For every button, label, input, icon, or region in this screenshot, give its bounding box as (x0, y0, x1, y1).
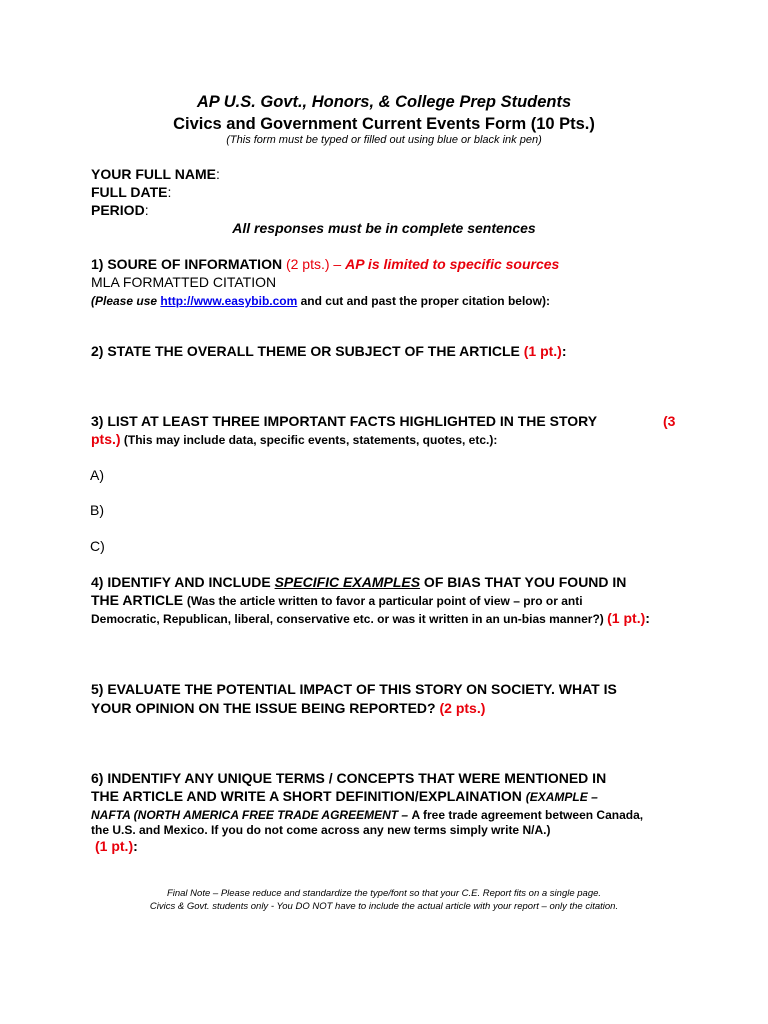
date-field-label: FULL DATE: (91, 184, 172, 200)
q1-limit: AP is limited to specific sources (345, 256, 560, 272)
footer-note-1: Final Note – Please reduce and standardize the type/font so that your C.E. Report fits on a single page. (166, 888, 602, 899)
question-1-citation-label: MLA FORMATTED CITATION (91, 274, 277, 290)
answer-option-b: B) (90, 502, 104, 518)
question-1-instructions: (Please use http://www.easybib.com and cut and past the proper citation below): (91, 294, 550, 308)
q1-points: (2 pts.) – (285, 256, 346, 272)
q3-points-part-a: (3 (663, 413, 676, 429)
question-6-line-4: the U.S. and Mexico. If you do not come across any new terms simply write N/A.) (91, 823, 551, 837)
question-3-heading: 3) LIST AT LEAST THREE IMPORTANT FACTS HIGHLIGHTED IN THE STORY (91, 413, 598, 429)
instruction-text: All responses must be in complete sentences (232, 220, 536, 236)
form-note: (This form must be typed or filled out using blue or black ink pen) (226, 134, 542, 146)
form-title: Civics and Government Current Events Form (10 Pts.) (173, 115, 595, 133)
question-4-line-2: THE ARTICLE (Was the article written to favor a particular point of view – pro or anti (91, 592, 583, 608)
q6-points: (1 pt.) (95, 838, 134, 854)
q3-points-part-b: pts.) (91, 431, 121, 447)
document-title: AP U.S. Govt., Honors, & College Prep Students (196, 93, 572, 111)
question-6-points-line: (1 pt.): (95, 838, 138, 854)
name-field-label: YOUR FULL NAME: (91, 166, 220, 182)
question-3-detail: pts.) (This may include data, specific events, statements, quotes, etc.): (91, 431, 498, 447)
q5-points: (2 pts.) (439, 700, 486, 716)
answer-option-c: C) (90, 538, 105, 554)
q4-emphasis: SPECIFIC EXAMPLES (274, 574, 421, 590)
question-5-heading: 5) EVALUATE THE POTENTIAL IMPACT OF THIS STORY ON SOCIETY. WHAT IS (91, 681, 617, 697)
period-field-label: PERIOD: (91, 202, 149, 218)
question-6-heading: 6) INDENTIFY ANY UNIQUE TERMS / CONCEPTS THAT WERE MENTIONED IN (91, 770, 607, 786)
easybib-link[interactable]: http://www.easybib.com (160, 294, 298, 308)
question-2-heading: 2) STATE THE OVERALL THEME OR SUBJECT OF THE ARTICLE (1 pt.): (91, 343, 567, 359)
question-6-line-2: THE ARTICLE AND WRITE A SHORT DEFINITION/EXPLAINATION (EXAMPLE – (91, 788, 598, 804)
q4-points: (1 pt.) (607, 610, 646, 626)
question-1-heading: 1) SOURE OF INFORMATION (2 pts.) – AP is limited to specific sources (91, 256, 560, 272)
question-5-line-2: YOUR OPINION ON THE ISSUE BEING REPORTED? (2 pts.) (91, 700, 486, 716)
question-6-line-3: NAFTA (NORTH AMERICA FREE TRADE AGREEMENT – A free trade agreement between Canada, (91, 808, 644, 822)
question-4-heading: 4) IDENTIFY AND INCLUDE SPECIFIC EXAMPLES OF BIAS THAT YOU FOUND IN (91, 574, 627, 590)
footer-note-2: Civics & Govt. students only - You DO NOT have to include the actual article with your report – only the citation. (149, 901, 619, 912)
q2-points: (1 pt.) (523, 343, 562, 359)
answer-option-a: A) (90, 467, 104, 483)
question-4-line-3: Democratic, Republican, liberal, conservative etc. or was it written in an un-bias manner?) (1 pt.): (91, 610, 650, 626)
